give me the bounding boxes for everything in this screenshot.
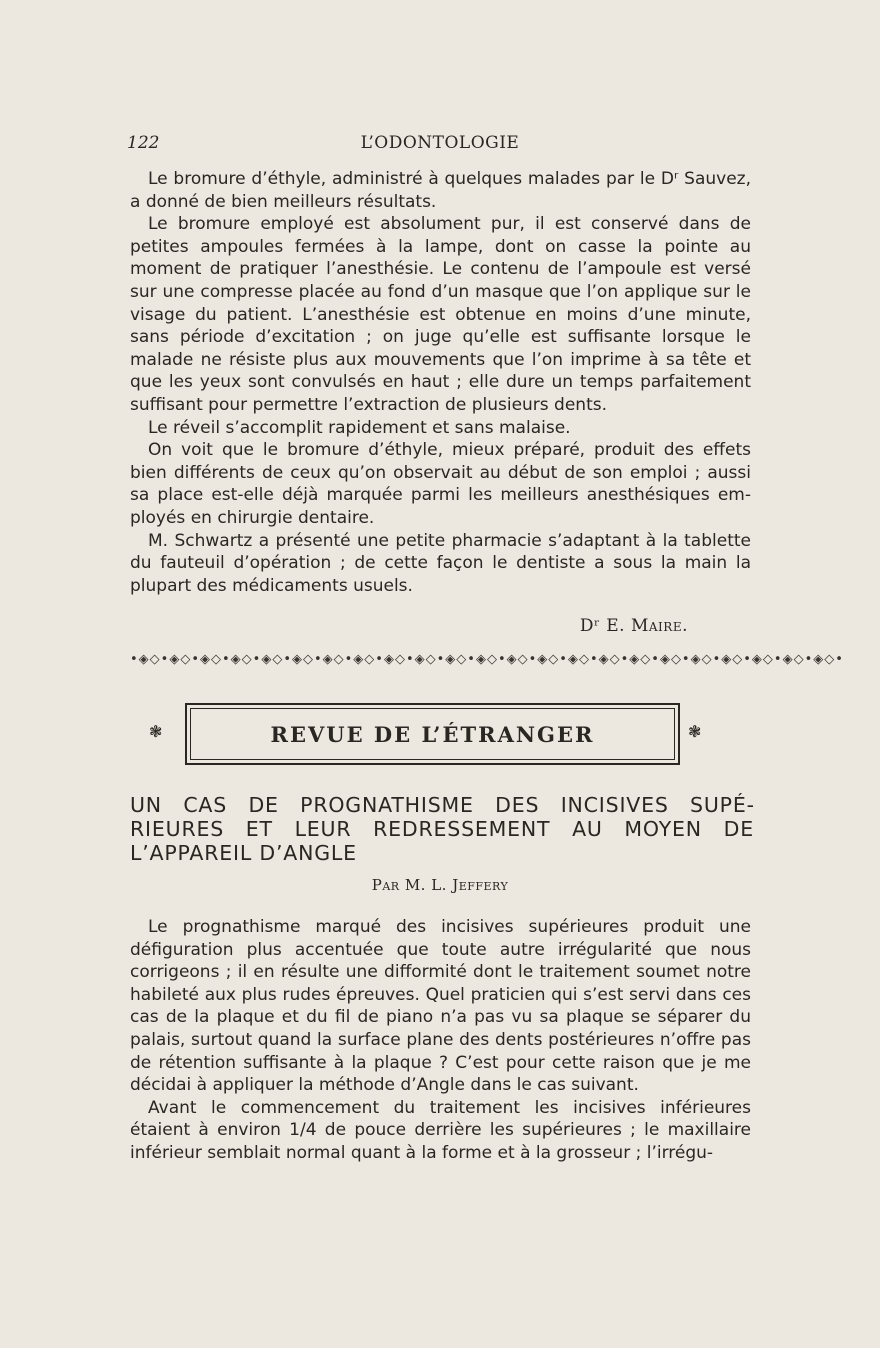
paragraph: Le bromure employé est absolument pur, il est conservé dans de petites ampoules fermées à la lampe, dont on casse la pointe au moment de pratiquer l’anesthésie. Le contenu de l’ampoule est versé sur une compresse placée au fond d’un masque que l’on applique sur le visage du patient. L’anesthésie est obtenue en moins d’une minute, sans période d’excitation ; on juge qu’elle est suffisante lorsque le malade ne résiste plus aux mouvements que l’on imprime à sa tête et que les yeux sont convulsés en haut ; elle dure un temps parfaitement suffisant pour permettre l’extraction de plusieurs dents. [130, 214, 751, 415]
paragraph: Le prognathisme marqué des incisives supérieures produit une défiguration plus accentuée que toute autre irrégularité que nous corrigeons ; il en résulte une difformité dont le traitement soumet notre habileté aux plus rudes épreuves. Quel praticien qui s’est servi dans ces cas de la plaque et du fil de piano n’a pas vu sa plaque se séparer du palais, surtout quand la surface plane des dents postérieures n’offre pas de rétention suffisante à la plaque ? C’est pour cette raison que je me décidai à appliquer la méthode d’Angle dans le cas suivant. [130, 917, 751, 1096]
article-text [130, 916, 751, 1165]
paragraph: M. Schwartz a présenté une petite pharmacie s’adaptant à la tablette du fauteuil d’opération ; de cette façon le dentiste a sous la main la plupart des médicaments usuels. [130, 530, 751, 596]
signature-text: Dʳ E. Maire. [579, 616, 688, 636]
paragraph: Avant le commencement du traitement les incisives inférieures étaient à environ 1/4 de pouce derrière les supérieures ; le maxillaire inférieur semblait normal quant à la forme et à la grosseur ; l’irrégu- [130, 1097, 751, 1163]
journal-title: L’ODONTOLOGIE [360, 133, 520, 153]
paragraph: Le réveil s’accomplit rapidement et sans malaise. [148, 417, 571, 438]
byline-text: Par M. L. Jeffery [371, 876, 509, 894]
paragraph: On voit que le bromure d’éthyle, mieux préparé, produit des effets bien différents de ceux qu’on observait au début de son emploi ; aussi sa place est-elle déjà marquée parmi les meilleurs anesthésiques employés en chirurgie dentaire. [130, 440, 751, 528]
page-number: 122 [127, 133, 160, 153]
ornamental-divider: •◈◇•◈◇•◈◇•◈◇•◈◇•◈◇•◈◇•◈◇•◈◇•◈◇•◈◇•◈◇•◈◇•◈◇•◈◇•◈◇•◈◇•◈◇•◈◇•◈◇•◈◇•◈◇•◈◇• [130, 652, 844, 667]
article-title: UN CAS DE PROGNATHISME DES INCISIVES SUPÉRIEURES ET LEUR REDRESSEMENT AU MOYEN DE L’APPAREIL D’ANGLE [130, 793, 754, 865]
paragraph: Le bromure d’éthyle, administré à quelques malades par le Dʳ Sauvez, a donné de bien meilleurs résultats. [130, 169, 751, 212]
fleuron-left-icon: ❃ [149, 722, 163, 741]
section-title: REVUE DE L’ÉTRANGER [270, 721, 595, 747]
author-signature [580, 616, 688, 636]
report-text [130, 168, 751, 597]
fleuron-right-icon: ❃ [688, 722, 702, 741]
running-head [127, 133, 753, 157]
article-byline [0, 876, 880, 894]
section-banner [185, 703, 680, 765]
